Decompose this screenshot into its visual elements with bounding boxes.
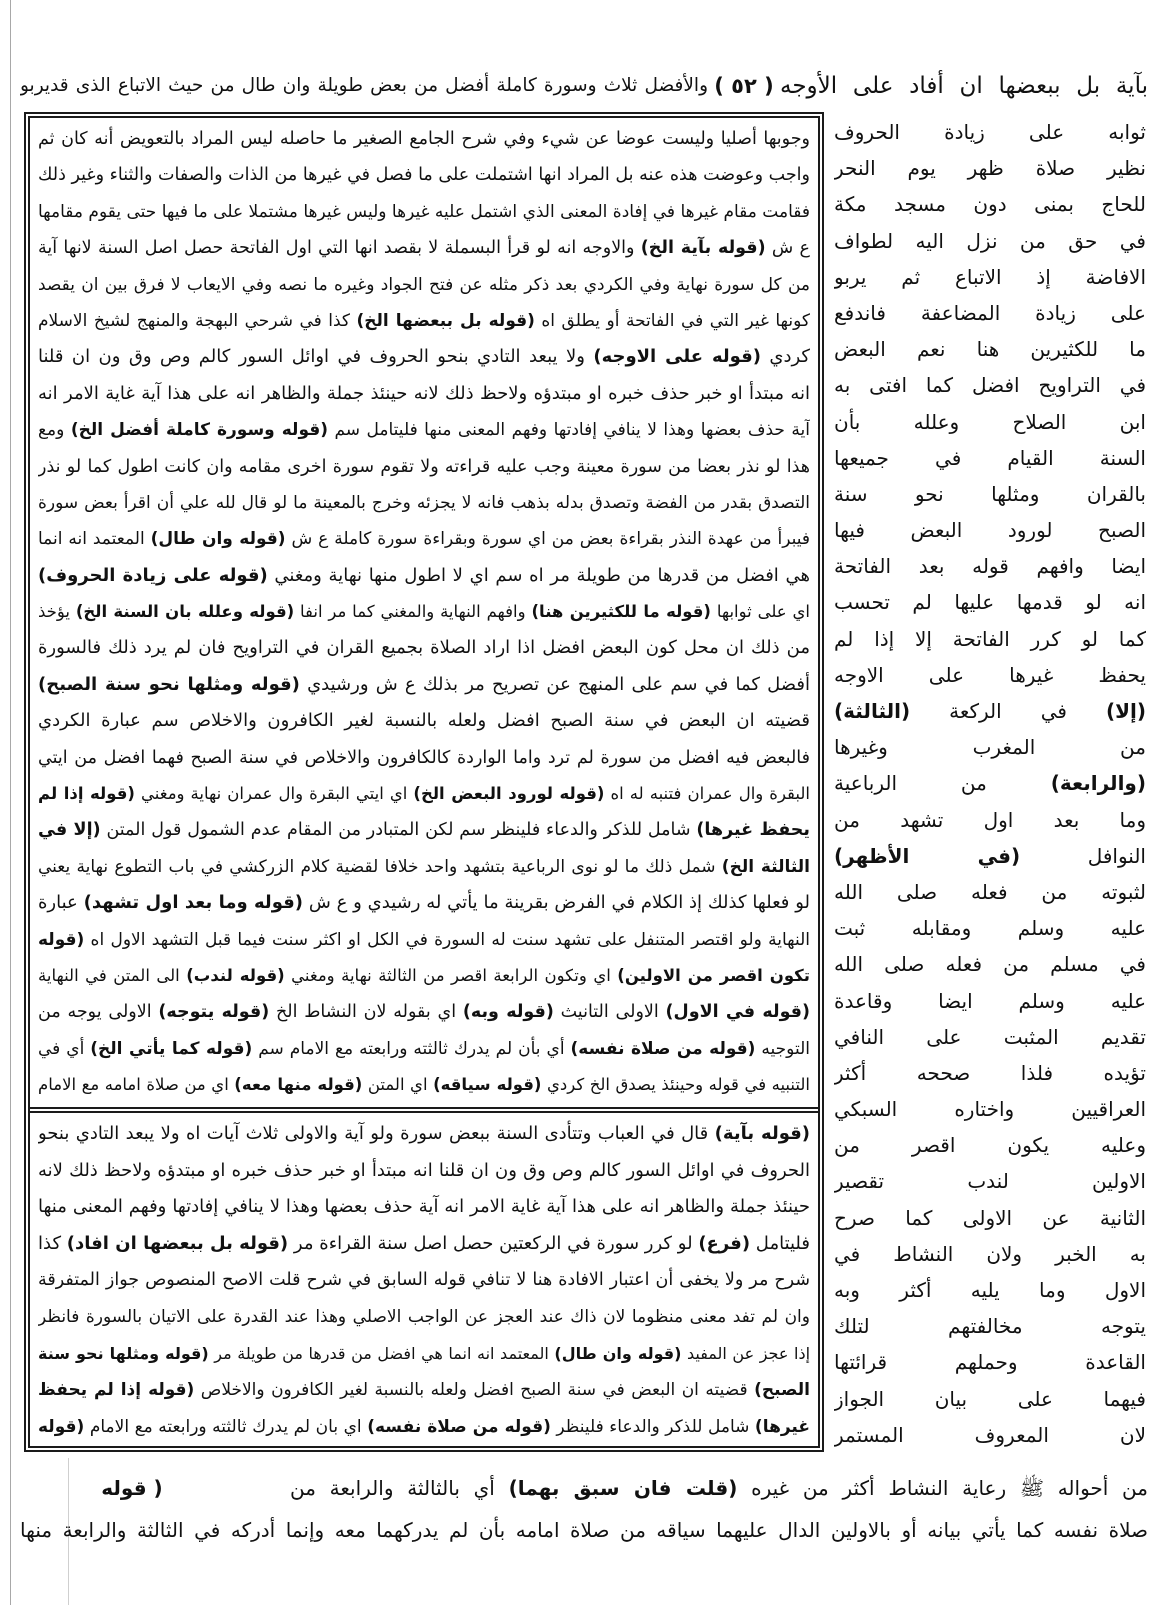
sharh-text-line: نظير صلاة ظهر يوم النحر (834, 156, 1146, 181)
header-text-right: بآية بل ببعضها ان أفاد على الأوجه (780, 73, 1148, 99)
hashiya-text-line: ع ش (قوله بآية الخ) والاوجه انه لو قرأ البسملة لا بقصد انها التي اول الفاتحة حصل اصل السنة لانها آية (38, 238, 810, 259)
sharh-text-line: تؤيده فلذا صححه أكثر (834, 1060, 1146, 1085)
hashiya-text-line: النهاية ولو اقتصر المتنفل على تشهد سنت له السورة في الكل او اكثر سنت فيما قبل التشهد الاول اه (قوله (38, 929, 810, 950)
sharh-text-line: الثانية عن الاولى كما صرح (834, 1205, 1146, 1230)
hashiya-frame (24, 112, 824, 1452)
hashiya-text-line: الحروف في اوائل السور كالم وص وق ون ان قلنا انه مبتدأ او خبر حذف خبره او مبتدؤه ولاحظ ذلك لانه (38, 1159, 810, 1181)
scan-edge-line (10, 0, 11, 1605)
sharh-text-line: من المغرب وغيرها (834, 735, 1146, 760)
hashiya-text-line: التوجيه (قوله من صلاة نفسه) أي بأن لم يدرك ثالثته ورابعته مع الامام سم (قوله كما يأتي الخ) أي في (38, 1038, 810, 1059)
hashiya-text-line: أفضل كما في سم على المنهج عن تصريح مر بذلك ع ش ورشيدي (قوله ومثلها نحو سنة الصبح) (38, 673, 810, 695)
sharh-text-line: في مسلم من فعله صلى الله (834, 952, 1146, 977)
hashiya-text-line: شرح مر ولا يخفى أن اعتبار الافادة هنا لا تنافي قوله السابق في شرح قلت الاصح المنصوص جواز المتفرقة (38, 1270, 810, 1291)
sharh-text-line: القاعدة وحملهم قرائتها (834, 1350, 1146, 1375)
hashiya-upper-box (38, 121, 810, 1104)
hashiya-text-line: وجوبها أصليا وليست عوضا عن شيء وفي شرح الجامع الصغير ما حاصله ليس المراد بالتعويض أنه كان ثم (38, 129, 810, 149)
sharh-text-line: على زيادة المضاعفة فاندفع (834, 300, 1146, 325)
hashiya-text-line: الثالثة الخ) شمل ذلك ما لو نوى الرباعية بتشهد واحد خلافا لقضية كلام الزركشي في باب التطوع نهاية يعني (38, 856, 810, 877)
bottom-line-1 (20, 1468, 1148, 1508)
hashiya-lower-box (38, 1116, 810, 1446)
hashiya-text-line: هي افضل من قدرها من طويلة مر اه سم اي لا اطول منها نهاية ومغني (قوله على زيادة الحروف) (38, 564, 810, 586)
sharh-text-line: تقديم المثبت على النافي (834, 1024, 1146, 1049)
sharh-text-line: الاول وما يليه أكثر وبه (834, 1278, 1146, 1302)
sharh-text-line: ما للكثيرين هنا نعم البعض (834, 337, 1146, 362)
hashiya-text-line: (قوله في الاول) الاولى التانيث (قوله وبه) اي بقوله لان النشاط الخ (قوله يتوجه) الاولى يوجه من (38, 1002, 810, 1023)
sharh-text-line: وعليه يكون اقصر من (834, 1133, 1146, 1158)
sharh-text-line: لثبوته من فعله صلى الله (834, 879, 1146, 904)
sharh-text-line: السنة القيام في جميعها (834, 445, 1146, 470)
sharh-text-line: وما بعد اول تشهد من (834, 807, 1146, 832)
sharh-text-line: للحاج بمنى دون مسجد مكة (834, 192, 1146, 217)
sharh-margin-column (834, 114, 1146, 1454)
catchword: ( قوله (101, 1476, 163, 1500)
sharh-text-line: كما لو كرر الفاتحة إلا إذا لم (834, 626, 1146, 651)
hashiya-text-line: حينئذ جملة والظاهر انه على هذا آية غاية الامر انه آية حذف بعضها وهذا لا ينافي إفادتها وفهم المعنى منها (38, 1196, 810, 1218)
sharh-text-line: لان المعروف المستمر (834, 1422, 1146, 1447)
sharh-text-line: ثوابه على زيادة الحروف (834, 120, 1146, 144)
hashiya-text-line: فقامت مقام غيرها في إفادة المعنى الذي اشتمل عليه غيرها وليس غيرها مشتملا على ما فيها حتى يقوم مقامها (38, 201, 810, 222)
hashiya-text-line: غيرها) شامل للذكر والدعاء فلينظر (قوله من صلاة نفسه) اي بان لم يدرك ثالثته ورابعته مع الامام (قوله (38, 1416, 810, 1437)
sharh-text-line: الاولين لندب تقصير (834, 1169, 1146, 1194)
hashiya-text-line: (قوله بآية) قال في العباب وتتأدى السنة ببعض سورة ولو آية والاولى ثلاث آيات اه ولا يبعد التادي بنحو (38, 1123, 810, 1144)
hashiya-text-line: من كل سورة نهاية وفي الكردي بعد ذكر مثله عن فتح الجواد وغيره ما نصه وفي الايعاب لا فرق بين ان يقصد (38, 274, 810, 295)
sharh-text-line: العراقيين واختاره السبكي (834, 1097, 1146, 1122)
sharh-text-line: في التراويح افضل كما افتى به (834, 373, 1146, 398)
hashiya-text-line: لو فعلها كذلك إذ الكلام في الفرض بقرينة ما يأتي له رشيدي و ع ش (قوله وما بعد اول تشهد) عبارة (38, 892, 810, 914)
hashiya-text-line: كونها غير التي في الفاتحة أو يطلق اه (قوله بل ببعضها الخ) كذا في شرحي البهجة والمنهج لشيخ الاسلام (38, 310, 810, 331)
bottom-text-line: صلاة نفسه كما يأتي بيانه أو بالاولين الدال عليهما سياقه من صلاة امامه بأن لم يدركهما معه وإنما أدركه في الثالثة والرابعة منها (20, 1518, 1148, 1542)
hashiya-text-line: واجب وعوضت هذه عنه بل المراد انها اشتملت على ما فصل في غيرها من الذات والصفات والثناء وغير ذلك (38, 165, 810, 186)
hashiya-text-line: كردي (قوله على الاوجه) ولا يبعد التادي بنحو الحروف في اوائل السور كالم وص وق ون ان قلنا (38, 346, 810, 368)
sharh-text-line: النوافل (في الأظهر) (834, 843, 1146, 868)
sharh-text-line: بالقران ومثلها نحو سنة (834, 481, 1146, 506)
running-header (20, 66, 1148, 106)
hashiya-text-line: انه مبتدأ او خبر حذف خبره او مبتدؤه ولاحظ ذلك لانه حينئذ جملة والظاهر انه على هذا آية غاية الامر انه (38, 382, 810, 404)
box-divider-rule (30, 1107, 818, 1113)
sharh-text-line: عليه وسلم ومقابله ثبت (834, 916, 1146, 941)
header-text-left: والأفضل ثلاث وسورة كاملة أفضل من بعض طويلة وان طال من حيث الاتباع الذى قديربو (20, 75, 708, 96)
sharh-text-line: انه لو قدمها عليها لم تحسب (834, 590, 1146, 615)
sharh-text-line: الافاضة إذ الاتباع ثم يربو (834, 264, 1146, 289)
hashiya-text-line: التصدق بقدر من الفضة وتصدق بدله بذهب فانه لا يجزئه وخرج بالمعينة ما لو قال لله علي أن اقرأ بعض سورة (38, 492, 810, 513)
sharh-text-line: فيهما على بيان الجواز (834, 1386, 1146, 1411)
hashiya-text-line: فالبعض فيه افضل من سورة لم ترد واما الواردة كالكافرون والاخلاص في سنة الصبح فهما افضل من ايتي (38, 747, 810, 768)
sharh-text-line: ايضا وافهم قوله بعد الفاتحة (834, 554, 1146, 579)
sharh-text-line: به الخبر ولان النشاط في (834, 1241, 1146, 1266)
hashiya-text-line: البقرة وال عمران فتنبه له اه (قوله لورود البعض الخ) اي ايتي البقرة وال عمران نهاية ومغني (قوله إذا لم (38, 784, 810, 804)
sharh-text-line: الصبح لورود البعض فيها (834, 518, 1146, 543)
hashiya-text-line: هذا لو نذر بعضا من سورة معينة وجب عليه قراءته ولا تقوم سورة اخرى مقامه وان كانت اطول كما لو نذر (38, 456, 810, 477)
hashiya-text-line: من ذلك ان محل كون البعض افضل اذا اراد الصلاة بجميع القران في التراويح فان لم يرد ذلك فالسورة (38, 637, 810, 659)
hashiya-text-line: إذا عجز عن المفيد (قوله وان طال) المعتمد انه انما هي افضل من قدرها من طويلة مر (قوله ومثلها نحو سنة (38, 1343, 810, 1363)
hashiya-text-line: يحفظ غيرها) شامل للذكر والدعاء فلينظر سم لكن المتبادر من المقام عدم الشمول قول المتن (إلا في (38, 820, 810, 841)
sharh-text-line: يحفظ غيرها على الاوجه (834, 662, 1146, 687)
bottom-text-line: من أحواله ﷺ رعاية النشاط أكثر من غيره (قلت فان سبق بهما) أي بالثالثة والرابعة من (290, 1476, 1148, 1500)
hashiya-text-line: فيبرأ من عهدة النذر بقراءة بعض من اي سورة وبقراءة سورة كاملة ع ش (قوله وان طال) المعتمد انه انما (38, 529, 810, 550)
hashiya-text-line: التنبيه في قوله وحينئذ يصدق الخ كردي (قوله سياقه) اي المتن (قوله منها معه) اي من صلاة امامه مع الامام (38, 1075, 810, 1095)
hashiya-text-line: فليتامل (فرع) لو كرر سورة في الركعتين حصل اصل سنة القراءة مر (قوله بل ببعضها ان افاد) كذا (38, 1232, 810, 1254)
bottom-line-2 (20, 1510, 1148, 1550)
hashiya-text-line: قضيته ان البعض في سنة الصبح افضل ولعله بالنسبة لغير الكافرون والاخلاص سم عبارة الكردي (38, 710, 810, 732)
hashiya-text-line: آية حذف بعضها وهذا لا ينافي إفادتها وفهم المعنى منها فليتامل سم (قوله وسورة كاملة أفضل الخ) ومع (38, 420, 810, 441)
hashiya-text-line: الصبح) قضيته ان البعض في سنة الصبح افضل ولعله بالنسبة لغير الكافرون والاخلاص (قوله إذا لم يحفظ (38, 1380, 810, 1401)
sharh-text-line: (والرابعة) من الرباعية (834, 771, 1146, 796)
sharh-text-line: (إلا) في الركعة (الثالثة) (834, 699, 1146, 723)
sharh-text-line: في حق من نزل اليه لطواف (834, 228, 1146, 253)
sharh-text-line: عليه وسلم ايضا وقاعدة (834, 988, 1146, 1013)
hashiya-text-line: وان لم تفد معنى منظوما لان ذاك عند العجز عن الواجب الاصلي وهذا عند القدرة على الاتيان بالسورة فانظر (38, 1306, 810, 1327)
hashiya-text-line: اي على ثوابها (قوله ما للكثيرين هنا) وافهم النهاية والمغني كما مر انفا (قوله وعلله بان السنة الخ) يؤخذ (38, 602, 810, 622)
page-number: ( ٥٢ ) (714, 74, 774, 98)
sharh-text-line: ابن الصلاح وعلله بأن (834, 409, 1146, 434)
sharh-text-line: يتوجه مخالفتهم لتلك (834, 1314, 1146, 1339)
hashiya-text-line: تكون اقصر من الاولين) اي وتكون الرابعة اقصر من الثالثة نهاية ومغني (قوله لندب) الى المتن في النهاية (38, 965, 810, 985)
